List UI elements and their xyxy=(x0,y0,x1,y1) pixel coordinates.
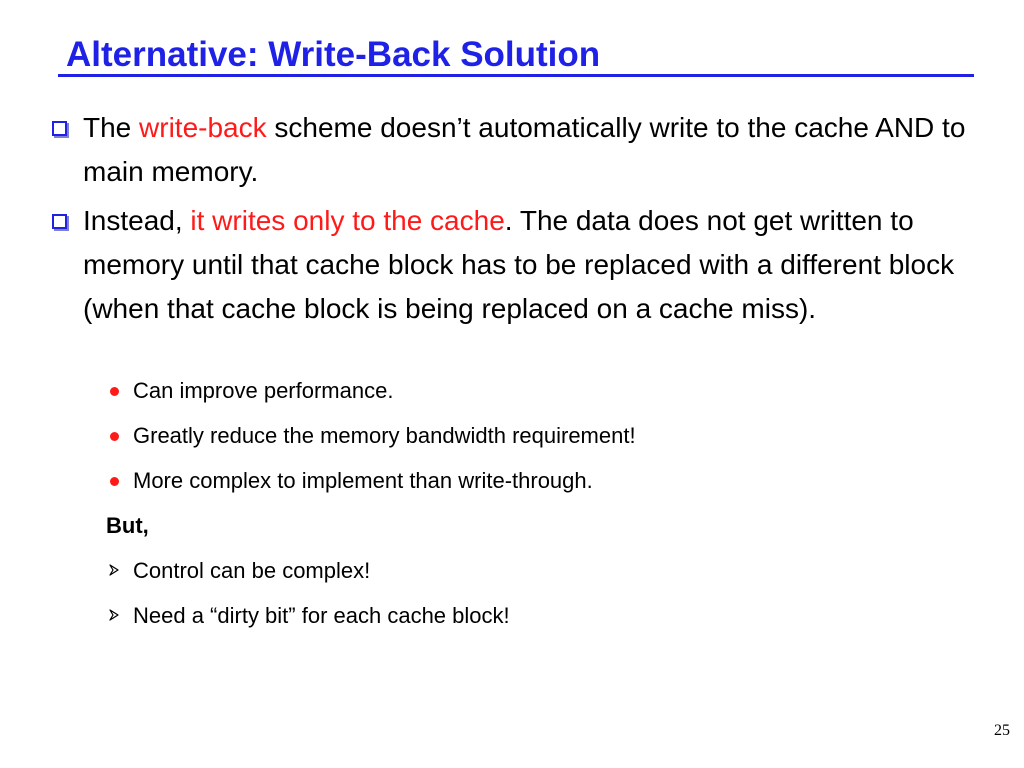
page-number: 25 xyxy=(994,722,1010,739)
title-underline xyxy=(58,74,974,77)
bullet-text: Instead, xyxy=(83,205,191,236)
bullet-write-back xyxy=(83,106,983,194)
bullet-text: . The data does not get written to memory until that cache block has to be replaced with a different block (when that cache block is being replaced on a cache miss). xyxy=(83,205,955,324)
emphasis-text: it writes only to the cache xyxy=(190,205,505,236)
red-dot-icon xyxy=(110,477,119,486)
sub-bullet: Can improve performance. xyxy=(133,378,394,403)
red-dot-icon xyxy=(110,432,119,441)
emphasis-text: write-back xyxy=(139,112,267,143)
sub-bullet: More complex to implement than write-through. xyxy=(133,468,593,493)
slide-title: Alternative: Write-Back Solution xyxy=(66,35,601,74)
arrowhead-icon xyxy=(108,564,120,576)
but-item: Need a “dirty bit” for each cache block! xyxy=(133,603,510,628)
hollow-square-icon xyxy=(52,121,67,136)
sub-bullet: Greatly reduce the memory bandwidth requirement! xyxy=(133,423,636,448)
bullet-text: scheme doesn’t automatically write to the cache AND to main memory. xyxy=(83,112,966,187)
but-label: But, xyxy=(106,513,149,538)
bullet-text: The xyxy=(83,112,140,143)
red-dot-icon xyxy=(110,387,119,396)
hollow-square-icon xyxy=(52,214,67,229)
but-item: Control can be complex! xyxy=(133,558,371,583)
arrowhead-icon xyxy=(108,609,120,621)
bullet-instead xyxy=(83,199,983,331)
